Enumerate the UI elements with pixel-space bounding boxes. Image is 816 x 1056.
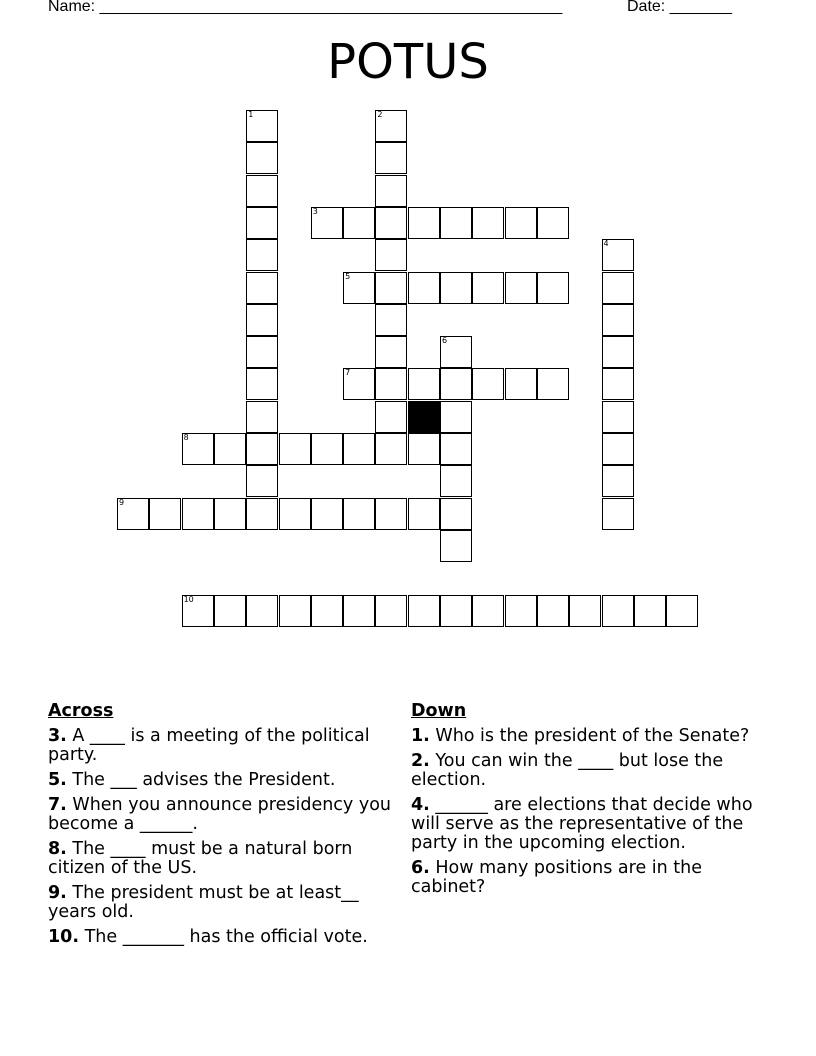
grid-cell[interactable]: [182, 433, 214, 465]
grid-cell[interactable]: [246, 368, 278, 400]
grid-cell[interactable]: [472, 368, 504, 400]
grid-cell[interactable]: [602, 401, 634, 433]
clue-down-2: [411, 752, 776, 790]
cell-number: 2: [377, 110, 383, 119]
clue-text: The president must be at least__ years old.: [48, 883, 359, 922]
date-field[interactable]: Date: _______: [627, 0, 732, 15]
clue-text: How many positions are in the cabinet?: [411, 858, 703, 897]
grid-cell[interactable]: [375, 175, 407, 207]
clue-number: 4.: [411, 795, 430, 815]
grid-cell[interactable]: [602, 239, 634, 271]
grid-cell[interactable]: [214, 433, 246, 465]
clue-across-7: [48, 796, 398, 834]
grid-cell[interactable]: [505, 368, 537, 400]
grid-cell[interactable]: [246, 401, 278, 433]
grid-cell[interactable]: [440, 530, 472, 562]
grid-cell[interactable]: [472, 595, 504, 627]
grid-cell[interactable]: [440, 595, 472, 627]
clue-number: 9.: [48, 883, 67, 903]
cell-number: 6: [442, 336, 448, 346]
clue-number: 10.: [48, 927, 80, 947]
clue-text: ______ are elections that decide who will serve as the representative of the party in the upcoming election.: [411, 795, 753, 853]
grid-cell[interactable]: [343, 433, 375, 465]
grid-cell[interactable]: [375, 110, 407, 142]
grid-cell[interactable]: [246, 498, 278, 530]
grid-cell[interactable]: [375, 433, 407, 465]
cell-number: 5: [345, 271, 351, 281]
grid-cell[interactable]: [246, 336, 278, 368]
grid-cell[interactable]: [666, 595, 698, 627]
grid-cell[interactable]: [602, 433, 634, 465]
grid-cell[interactable]: [246, 465, 278, 497]
grid-cell[interactable]: [343, 368, 375, 400]
black-cell: [408, 401, 440, 433]
grid-cell[interactable]: [440, 207, 472, 239]
grid-cell[interactable]: [375, 142, 407, 174]
grid-cell[interactable]: [602, 465, 634, 497]
clue-across-8: [48, 840, 398, 878]
down-clues: [411, 702, 776, 903]
clue-number: 6.: [411, 858, 430, 878]
grid-cell[interactable]: [343, 207, 375, 239]
grid-cell[interactable]: [602, 595, 634, 627]
clue-down-1: [411, 727, 776, 746]
grid-cell[interactable]: [602, 498, 634, 530]
clue-text: The ____ must be a natural born citizen of the US.: [48, 839, 353, 878]
grid-cell[interactable]: [440, 401, 472, 433]
cell-number: 7: [345, 368, 351, 378]
cell-number: 1: [248, 110, 254, 119]
clue-across-3: [48, 727, 398, 765]
clue-down-6: [411, 859, 776, 897]
grid-cell[interactable]: [246, 207, 278, 239]
grid-cell[interactable]: [311, 433, 343, 465]
grid-cell[interactable]: [375, 368, 407, 400]
clue-number: 7.: [48, 795, 67, 815]
grid-cell[interactable]: [182, 595, 214, 627]
cell-number: 9: [119, 497, 125, 507]
clue-text: The ___ advises the President.: [66, 770, 336, 790]
grid-cell[interactable]: [537, 595, 569, 627]
grid-cell[interactable]: [214, 595, 246, 627]
grid-cell[interactable]: [375, 272, 407, 304]
grid-cell[interactable]: [311, 207, 343, 239]
grid-cell[interactable]: [343, 595, 375, 627]
cell-number: 8: [183, 433, 189, 442]
clue-text: Who is the president of the Senate?: [429, 726, 750, 746]
clue-number: 8.: [48, 839, 67, 859]
grid-cell[interactable]: [440, 336, 472, 368]
grid-cell[interactable]: [246, 304, 278, 336]
grid-cell[interactable]: [375, 401, 407, 433]
grid-cell[interactable]: [408, 272, 440, 304]
cell-number: 4: [603, 239, 609, 249]
grid-cell[interactable]: [246, 272, 278, 304]
grid-cell[interactable]: [246, 433, 278, 465]
clue-text: You can win the ____ but lose the election.: [411, 751, 724, 790]
clue-across-10: [48, 928, 398, 947]
grid-cell[interactable]: [343, 272, 375, 304]
grid-cell[interactable]: [214, 498, 246, 530]
across-clues: [48, 702, 398, 953]
clue-number: 5.: [48, 770, 67, 790]
grid-cell[interactable]: [246, 239, 278, 271]
grid-cell[interactable]: [246, 595, 278, 627]
grid-cell[interactable]: [634, 595, 666, 627]
grid-cell[interactable]: [408, 498, 440, 530]
grid-cell[interactable]: [375, 595, 407, 627]
puzzle-title: POTUS: [327, 34, 489, 90]
clue-number: 2.: [411, 751, 430, 771]
grid-cell[interactable]: [440, 272, 472, 304]
grid-cell[interactable]: [505, 272, 537, 304]
grid-cell[interactable]: [569, 595, 601, 627]
grid-cell[interactable]: [472, 272, 504, 304]
grid-cell[interactable]: [375, 336, 407, 368]
clue-text: When you announce presidency you become a ______.: [48, 795, 391, 834]
down-heading: Down: [411, 701, 467, 721]
grid-cell[interactable]: [440, 465, 472, 497]
grid-cell[interactable]: [408, 368, 440, 400]
grid-cell[interactable]: [343, 498, 375, 530]
grid-cell[interactable]: [149, 498, 181, 530]
clue-across-9: [48, 884, 398, 922]
grid-cell[interactable]: [375, 304, 407, 336]
cell-number: 3: [312, 206, 318, 216]
grid-cell[interactable]: [537, 368, 569, 400]
grid-cell[interactable]: [246, 110, 278, 142]
grid-cell[interactable]: [537, 272, 569, 304]
clue-number: 3.: [48, 726, 67, 746]
grid-cell[interactable]: [472, 207, 504, 239]
grid-cell[interactable]: [375, 498, 407, 530]
clue-number: 1.: [411, 726, 430, 746]
grid-cell[interactable]: [311, 595, 343, 627]
grid-cell[interactable]: [440, 498, 472, 530]
grid-cell[interactable]: [408, 595, 440, 627]
across-heading: Across: [48, 701, 114, 721]
clue-text: A ____ is a meeting of the political party.: [48, 726, 370, 765]
grid-cell[interactable]: [117, 498, 149, 530]
grid-cell[interactable]: [246, 142, 278, 174]
grid-cell[interactable]: [602, 272, 634, 304]
grid-cell[interactable]: [311, 498, 343, 530]
grid-cell[interactable]: [279, 498, 311, 530]
grid-cell[interactable]: [408, 433, 440, 465]
grid-cell[interactable]: [246, 175, 278, 207]
name-field[interactable]: Name: ____________________________________________________: [48, 0, 563, 15]
cell-number: 10: [183, 594, 194, 604]
grid-cell[interactable]: [505, 207, 537, 239]
grid-cell[interactable]: [440, 368, 472, 400]
clue-down-4: [411, 796, 776, 853]
grid-cell[interactable]: [602, 336, 634, 368]
grid-cell[interactable]: [505, 595, 537, 627]
grid-cell[interactable]: [375, 239, 407, 271]
grid-cell[interactable]: [408, 207, 440, 239]
grid-cell[interactable]: [602, 304, 634, 336]
grid-cell[interactable]: [279, 433, 311, 465]
clue-across-5: [48, 771, 398, 790]
grid-cell[interactable]: [602, 368, 634, 400]
grid-cell[interactable]: [440, 433, 472, 465]
clue-text: The _______ has the official vote.: [79, 927, 368, 947]
grid-cell[interactable]: [537, 207, 569, 239]
grid-cell[interactable]: [279, 595, 311, 627]
grid-cell[interactable]: [375, 207, 407, 239]
grid-cell[interactable]: [182, 498, 214, 530]
